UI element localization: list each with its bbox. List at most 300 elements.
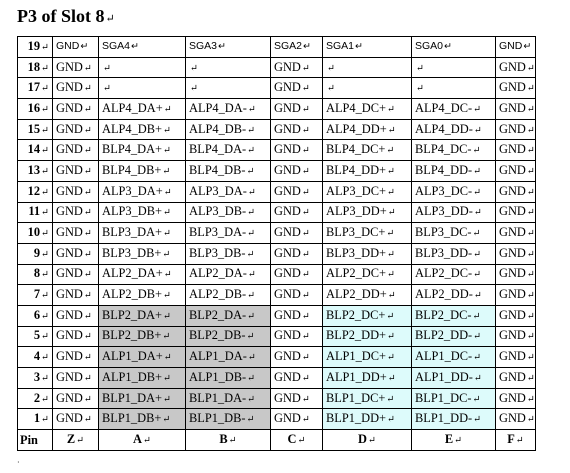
- signal-cell: [186, 368, 271, 389]
- signal-name: BLP2_DD+: [326, 328, 386, 343]
- signal-name: GND: [56, 100, 83, 115]
- signal-name: GND: [56, 80, 83, 95]
- cell-mark-icon: ↵: [218, 41, 226, 53]
- cell-mark-icon: ↵: [301, 146, 310, 157]
- cell-mark-icon: ↵: [83, 373, 92, 384]
- table-row: [18, 368, 536, 389]
- cell-mark-icon: ↵: [526, 166, 535, 177]
- column-label-cell: [496, 430, 536, 451]
- signal-name: GND: [499, 80, 526, 95]
- table-row: [18, 161, 536, 182]
- cell-mark-icon: ↵: [416, 84, 424, 95]
- cell-mark-icon: ↵: [83, 249, 92, 260]
- signal-name: GND: [274, 121, 301, 136]
- cell-mark-icon: ↵: [526, 415, 535, 426]
- signal-cell: [412, 347, 496, 368]
- signal-cell: [99, 57, 186, 78]
- signal-cell: [99, 223, 186, 244]
- signal-cell: [496, 243, 536, 264]
- cell-mark-icon: ↵: [41, 373, 49, 384]
- cell-mark-icon: ↵: [246, 332, 255, 343]
- cell-mark-icon: ↵: [355, 41, 363, 53]
- signal-name: GND: [56, 287, 83, 302]
- cell-mark-icon: ↵: [526, 104, 535, 115]
- signal-name: GND: [274, 390, 301, 405]
- cell-mark-icon: ↵: [387, 415, 395, 426]
- pin-number: 3: [33, 369, 41, 384]
- signal-name: ALP4_DC+: [326, 100, 386, 115]
- pin-number: 12: [27, 183, 41, 198]
- signal-cell: [53, 285, 99, 306]
- cell-mark-icon: ↵: [387, 125, 396, 136]
- cell-mark-icon: ↵: [301, 187, 310, 198]
- pin-table: [17, 36, 536, 451]
- cell-mark-icon: ↵: [472, 146, 481, 157]
- signal-cell: [186, 409, 271, 430]
- signal-name: GND: [499, 411, 526, 426]
- signal-cell: [99, 37, 186, 58]
- signal-cell: [496, 388, 536, 409]
- cell-mark-icon: ↵: [131, 41, 139, 53]
- signal-name: ALP3_DC+: [326, 183, 386, 198]
- pin-number-cell: [18, 409, 53, 430]
- cell-mark-icon: ↵: [247, 394, 256, 405]
- cell-mark-icon: ↵: [41, 270, 49, 281]
- signal-cell: [186, 223, 271, 244]
- signal-cell: [271, 223, 323, 244]
- cell-mark-icon: ↵: [103, 84, 111, 95]
- cell-mark-icon: ↵: [41, 332, 49, 343]
- signal-cell: [412, 326, 496, 347]
- signal-name: BLP1_DB+: [102, 411, 162, 426]
- title-text: P3 of Slot 8: [17, 6, 105, 26]
- signal-cell: [271, 99, 323, 120]
- signal-cell: [53, 181, 99, 202]
- signal-cell: [412, 57, 496, 78]
- cell-mark-icon: ↵: [301, 125, 310, 136]
- signal-name: GND: [274, 328, 301, 343]
- signal-cell: [271, 119, 323, 140]
- pin-number-cell: [18, 305, 53, 326]
- signal-name: GND: [56, 183, 83, 198]
- signal-name: SGA2: [274, 40, 303, 53]
- column-label: F: [507, 431, 515, 446]
- signal-name: ALP3_DB-: [189, 204, 247, 219]
- signal-name: GND: [274, 80, 301, 95]
- signal-cell: [186, 78, 271, 99]
- cell-mark-icon: ↵: [41, 187, 49, 198]
- column-label-cell: [323, 430, 412, 451]
- signal-cell: [412, 243, 496, 264]
- column-label-cell: [412, 430, 496, 451]
- cell-mark-icon: ↵: [301, 394, 310, 405]
- cell-mark-icon: ↵: [247, 229, 256, 240]
- cell-mark-icon: ↵: [472, 229, 481, 240]
- cell-mark-icon: ↵: [303, 41, 311, 53]
- signal-name: BLP1_DD+: [326, 411, 386, 426]
- signal-cell: [186, 326, 271, 347]
- signal-cell: [271, 285, 323, 306]
- signal-cell: [496, 409, 536, 430]
- column-label: C: [287, 431, 297, 446]
- column-label: E: [444, 431, 454, 446]
- pin-number: 7: [33, 287, 41, 302]
- cell-mark-icon: ↵: [526, 291, 535, 302]
- signal-cell: [53, 223, 99, 244]
- cell-mark-icon: ↵: [386, 311, 395, 322]
- column-footer-row: [18, 430, 536, 451]
- signal-cell: [186, 243, 271, 264]
- signal-cell: [271, 368, 323, 389]
- signal-cell: [99, 347, 186, 368]
- signal-cell: [323, 223, 412, 244]
- signal-cell: [323, 57, 412, 78]
- cell-mark-icon: ↵: [526, 125, 535, 136]
- page-title: [17, 5, 115, 30]
- cell-mark-icon: ↵: [163, 208, 171, 219]
- table-row: [18, 326, 536, 347]
- signal-cell: [186, 285, 271, 306]
- signal-cell: [496, 326, 536, 347]
- signal-cell: [496, 140, 536, 161]
- signal-name: SGA3: [189, 40, 218, 53]
- signal-cell: [53, 409, 99, 430]
- cell-mark-icon: ↵: [247, 125, 256, 136]
- signal-name: ALP2_DA-: [189, 266, 247, 281]
- signal-name: GND: [499, 245, 526, 260]
- signal-cell: [412, 285, 496, 306]
- cell-mark-icon: ↵: [472, 394, 481, 405]
- table-row: [18, 264, 536, 285]
- signal-cell: [53, 161, 99, 182]
- signal-cell: [99, 99, 186, 120]
- signal-name: ALP3_DA-: [189, 183, 247, 198]
- column-label-cell: [271, 430, 323, 451]
- cell-mark-icon: ↵: [473, 291, 482, 302]
- cell-mark-icon: ↵: [41, 42, 49, 53]
- signal-name: BLP2_DD-: [415, 328, 473, 343]
- table-row: [18, 78, 536, 99]
- signal-cell: [186, 388, 271, 409]
- cell-mark-icon: ↵: [301, 353, 310, 364]
- signal-name: ALP1_DD-: [415, 369, 473, 384]
- signal-name: ALP3_DA+: [102, 183, 163, 198]
- table-row: [18, 140, 536, 161]
- signal-name: ALP4_DB+: [102, 121, 162, 136]
- cell-mark-icon: ↵: [247, 373, 256, 384]
- signal-cell: [53, 388, 99, 409]
- cell-mark-icon: ↵: [387, 332, 395, 343]
- cell-mark-icon: ↵: [416, 63, 424, 74]
- signal-name: BLP4_DA+: [102, 142, 162, 157]
- signal-name: GND: [499, 162, 526, 177]
- signal-name: GND: [499, 390, 526, 405]
- signal-cell: [412, 264, 496, 285]
- signal-cell: [271, 305, 323, 326]
- signal-name: ALP1_DB-: [189, 369, 247, 384]
- signal-cell: [496, 305, 536, 326]
- signal-cell: [186, 57, 271, 78]
- pin-number-cell: [18, 161, 53, 182]
- signal-cell: [53, 119, 99, 140]
- signal-cell: [99, 285, 186, 306]
- cell-mark-icon: ↵: [41, 63, 49, 74]
- cell-mark-icon: ↵: [367, 435, 376, 446]
- signal-cell: [323, 326, 412, 347]
- cell-mark-icon: ↵: [41, 125, 49, 136]
- signal-cell: [412, 305, 496, 326]
- cell-mark-icon: ↵: [526, 208, 535, 219]
- signal-name: ALP3_DD+: [326, 204, 387, 219]
- signal-name: ALP1_DA+: [102, 349, 163, 364]
- signal-name: ALP4_DB-: [189, 121, 247, 136]
- cell-mark-icon: ↵: [301, 84, 310, 95]
- signal-name: BLP3_DA-: [189, 225, 247, 240]
- signal-cell: [323, 388, 412, 409]
- cell-mark-icon: ↵: [526, 270, 535, 281]
- cell-mark-icon: ↵: [526, 394, 535, 405]
- cell-mark-icon: ↵: [41, 84, 49, 95]
- signal-name: GND: [56, 162, 83, 177]
- pin-number: 4: [33, 349, 41, 364]
- table-row: [18, 305, 536, 326]
- signal-name: GND: [56, 121, 83, 136]
- signal-name: ALP1_DC+: [326, 349, 386, 364]
- cell-mark-icon: ↵: [246, 249, 255, 260]
- signal-name: BLP2_DC-: [415, 307, 472, 322]
- cell-mark-icon: ↵: [163, 229, 171, 240]
- signal-name: BLP1_DB-: [189, 411, 246, 426]
- cell-mark-icon: ↵: [301, 311, 310, 322]
- signal-cell: [496, 368, 536, 389]
- signal-name: GND: [499, 59, 526, 74]
- pin-number-cell: [18, 37, 53, 58]
- signal-cell: [323, 368, 412, 389]
- signal-name: ALP1_DD+: [326, 369, 387, 384]
- signal-cell: [53, 326, 99, 347]
- signal-cell: [412, 119, 496, 140]
- signal-cell: [412, 99, 496, 120]
- signal-name: ALP4_DA-: [189, 100, 247, 115]
- column-label: Z: [66, 431, 76, 446]
- signal-name: GND: [274, 100, 301, 115]
- cell-mark-icon: ↵: [163, 125, 171, 136]
- pin-number: 9: [33, 245, 41, 260]
- cell-mark-icon: ↵: [387, 353, 395, 364]
- signal-name: GND: [56, 328, 83, 343]
- signal-cell: [99, 243, 186, 264]
- cell-mark-icon: ↵: [301, 229, 310, 240]
- cell-mark-icon: ↵: [472, 311, 481, 322]
- cell-mark-icon: ↵: [163, 291, 171, 302]
- cell-mark-icon: ↵: [83, 229, 92, 240]
- cell-mark-icon: ↵: [473, 270, 482, 281]
- signal-cell: [53, 347, 99, 368]
- signal-name: BLP1_DD-: [415, 411, 473, 426]
- cell-mark-icon: ↵: [41, 291, 49, 302]
- pin-number: 14: [27, 142, 41, 157]
- cell-mark-icon: ↵: [387, 373, 396, 384]
- cell-mark-icon: ↵: [387, 249, 395, 260]
- signal-cell: [53, 202, 99, 223]
- signal-name: GND: [499, 100, 526, 115]
- signal-cell: [323, 161, 412, 182]
- signal-name: BLP3_DA+: [102, 225, 162, 240]
- cell-mark-icon: ↵: [444, 41, 452, 53]
- cell-mark-icon: ↵: [83, 187, 92, 198]
- cell-mark-icon: ↵: [103, 63, 111, 74]
- pin-number-cell: [18, 78, 53, 99]
- cell-mark-icon: ↵: [473, 104, 482, 115]
- table-row: [18, 57, 536, 78]
- signal-name: GND: [274, 266, 301, 281]
- column-label: B: [219, 431, 228, 446]
- signal-cell: [271, 181, 323, 202]
- cell-mark-icon: ↵: [473, 415, 482, 426]
- cell-mark-icon: ↵: [526, 187, 535, 198]
- signal-name: GND: [499, 40, 523, 53]
- cell-mark-icon: ↵: [41, 166, 49, 177]
- signal-cell: [186, 161, 271, 182]
- signal-name: BLP2_DB+: [102, 328, 162, 343]
- cell-mark-icon: ↵: [526, 353, 535, 364]
- signal-name: ALP2_DD-: [415, 287, 473, 302]
- signal-name: BLP2_DC+: [326, 307, 386, 322]
- cell-mark-icon: ↵: [454, 435, 463, 446]
- cell-mark-icon: ↵: [41, 229, 49, 240]
- signal-name: GND: [274, 59, 301, 74]
- signal-cell: [412, 37, 496, 58]
- signal-cell: [496, 264, 536, 285]
- signal-name: GND: [56, 266, 83, 281]
- signal-cell: [496, 347, 536, 368]
- signal-cell: [323, 181, 412, 202]
- signal-name: GND: [56, 349, 83, 364]
- signal-cell: [99, 409, 186, 430]
- pin-number-cell: [18, 181, 53, 202]
- signal-cell: [271, 57, 323, 78]
- signal-cell: [99, 119, 186, 140]
- table-row: [18, 243, 536, 264]
- cell-mark-icon: ↵: [515, 435, 524, 446]
- cell-mark-icon: ↵: [526, 146, 535, 157]
- cell-mark-icon: ↵: [301, 249, 310, 260]
- pin-number: 8: [33, 266, 41, 281]
- signal-cell: [53, 78, 99, 99]
- signal-name: GND: [274, 183, 301, 198]
- cell-mark-icon: ↵: [162, 166, 171, 177]
- pin-number: 1: [33, 411, 41, 426]
- signal-name: GND: [274, 162, 301, 177]
- signal-cell: [99, 161, 186, 182]
- cell-mark-icon: ↵: [83, 63, 92, 74]
- signal-cell: [271, 243, 323, 264]
- signal-name: SGA4: [102, 40, 131, 53]
- cell-mark-icon: ↵: [526, 229, 535, 240]
- cell-mark-icon: ↵: [163, 270, 172, 281]
- signal-name: BLP4_DC+: [326, 142, 386, 157]
- signal-name: BLP1_DC-: [415, 390, 472, 405]
- signal-cell: [496, 181, 536, 202]
- signal-cell: [186, 37, 271, 58]
- cell-mark-icon: ↵: [162, 332, 171, 343]
- signal-name: GND: [499, 266, 526, 281]
- cell-mark-icon: ↵: [473, 353, 482, 364]
- pin-number: 18: [27, 59, 41, 74]
- cell-mark-icon: ↵: [163, 146, 171, 157]
- signal-name: GND: [499, 349, 526, 364]
- cell-mark-icon: ↵: [301, 63, 310, 74]
- signal-cell: [496, 99, 536, 120]
- signal-name: BLP4_DA-: [189, 142, 247, 157]
- signal-cell: [271, 347, 323, 368]
- pin-number-cell: [18, 99, 53, 120]
- signal-name: GND: [274, 245, 301, 260]
- signal-name: GND: [499, 142, 526, 157]
- signal-cell: [53, 368, 99, 389]
- signal-name: ALP4_DA+: [102, 100, 163, 115]
- cell-mark-icon: ↵: [83, 84, 92, 95]
- signal-cell: [53, 140, 99, 161]
- signal-name: GND: [56, 245, 83, 260]
- signal-cell: [99, 305, 186, 326]
- signal-cell: [186, 119, 271, 140]
- cell-mark-icon: ↵: [526, 249, 535, 260]
- cell-mark-icon: ↵: [83, 394, 92, 405]
- cell-mark-icon: ↵: [142, 435, 151, 446]
- signal-name: GND: [56, 411, 83, 426]
- cell-mark-icon: ↵: [247, 291, 256, 302]
- cell-mark-icon: ↵: [301, 332, 310, 343]
- cell-mark-icon: ↵: [228, 435, 237, 446]
- pin-number-cell: [18, 119, 53, 140]
- cell-mark-icon: ↵: [386, 146, 395, 157]
- signal-cell: [271, 326, 323, 347]
- cell-mark-icon: ↵: [386, 229, 395, 240]
- signal-cell: [412, 202, 496, 223]
- cell-mark-icon: ↵: [163, 373, 171, 384]
- cell-mark-icon: ↵: [163, 353, 172, 364]
- signal-cell: [99, 368, 186, 389]
- signal-name: GND: [56, 369, 83, 384]
- signal-name: BLP2_DA-: [189, 307, 247, 322]
- cell-mark-icon: ↵: [41, 104, 49, 115]
- signal-cell: [323, 119, 412, 140]
- cell-mark-icon: ↵: [163, 311, 171, 322]
- pin-number: 11: [28, 204, 41, 219]
- signal-name: GND: [56, 307, 83, 322]
- cell-mark-icon: ↵: [41, 146, 49, 157]
- cell-mark-icon: ↵: [473, 373, 482, 384]
- column-label: A: [133, 431, 142, 446]
- signal-name: ALP2_DA+: [102, 266, 163, 281]
- signal-cell: [186, 181, 271, 202]
- cell-mark-icon: ↵: [41, 394, 49, 405]
- signal-cell: [323, 140, 412, 161]
- cell-mark-icon: ↵: [247, 187, 256, 198]
- cell-mark-icon: ↵: [386, 394, 395, 405]
- signal-name: GND: [499, 369, 526, 384]
- cell-mark-icon: ↵: [163, 104, 172, 115]
- signal-name: GND: [499, 287, 526, 302]
- pin-number-cell: [18, 285, 53, 306]
- signal-name: GND: [56, 204, 83, 219]
- signal-name: GND: [499, 225, 526, 240]
- signal-cell: [412, 409, 496, 430]
- cell-mark-icon: ↵: [473, 208, 482, 219]
- signal-cell: [323, 243, 412, 264]
- column-label-cell: [53, 430, 99, 451]
